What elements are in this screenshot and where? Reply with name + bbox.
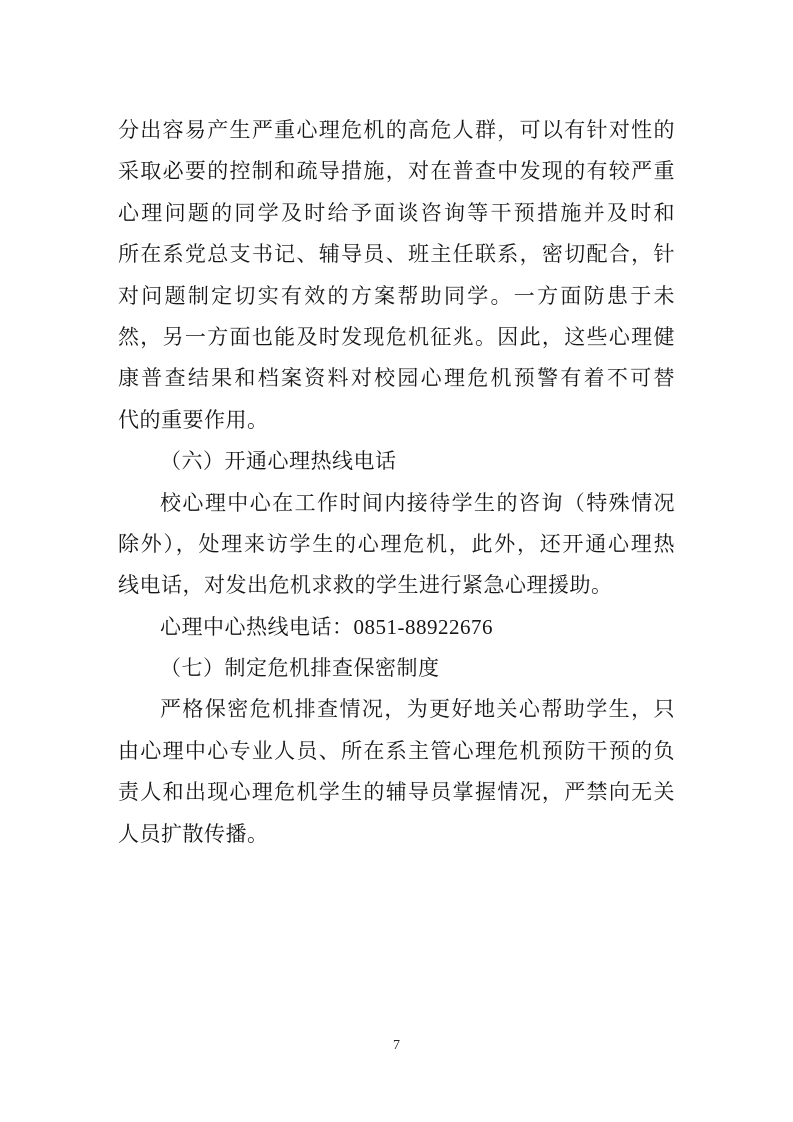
text-line: 所在系党总支书记、辅导员、班主任联系，密切配合，针: [118, 242, 675, 267]
text-line: 严格保密危机排查情况，为更好地关心帮助学生，只: [160, 697, 675, 722]
text-line: 由心理中心专业人员、所在系主管心理危机预防干预的负: [118, 738, 675, 763]
text-line: 康普查结果和档案资料对校园心理危机预警有着不可替: [118, 366, 675, 391]
text-line: （七）制定危机排查保密制度: [160, 656, 440, 681]
text-block: [118, 110, 675, 855]
text-line: （六）开通心理热线电话: [160, 449, 397, 474]
text-line: 责人和出现心理危机学生的辅导员掌握情况，严禁向无关: [118, 780, 675, 805]
text-line: 然，另一方面也能及时发现危机征兆。因此，这些心理健: [118, 324, 675, 349]
text-line: 线电话，对发出危机求救的学生进行紧急心理援助。: [118, 573, 613, 598]
page-number: 7: [393, 1038, 400, 1053]
text-line: 采取必要的控制和疏导措施，对在普查中发现的有较严重: [118, 159, 675, 184]
text-line: 心理中心热线电话：0851-88922676: [160, 614, 493, 639]
text-line: 代的重要作用。: [118, 407, 269, 432]
text-line: 除外），处理来访学生的心理危机，此外，还开通心理热: [118, 531, 675, 556]
text-line: 心理问题的同学及时给予面谈咨询等干预措施并及时和: [118, 200, 675, 225]
text-line: 分出容易产生严重心理危机的高危人群，可以有针对性的: [118, 118, 675, 142]
text-line: 对问题制定切实有效的方案帮助同学。一方面防患于未: [118, 283, 675, 308]
text-line: 校心理中心在工作时间内接待学生的咨询（特殊情况: [160, 490, 675, 515]
text-line: 人员扩散传播。: [118, 821, 269, 846]
